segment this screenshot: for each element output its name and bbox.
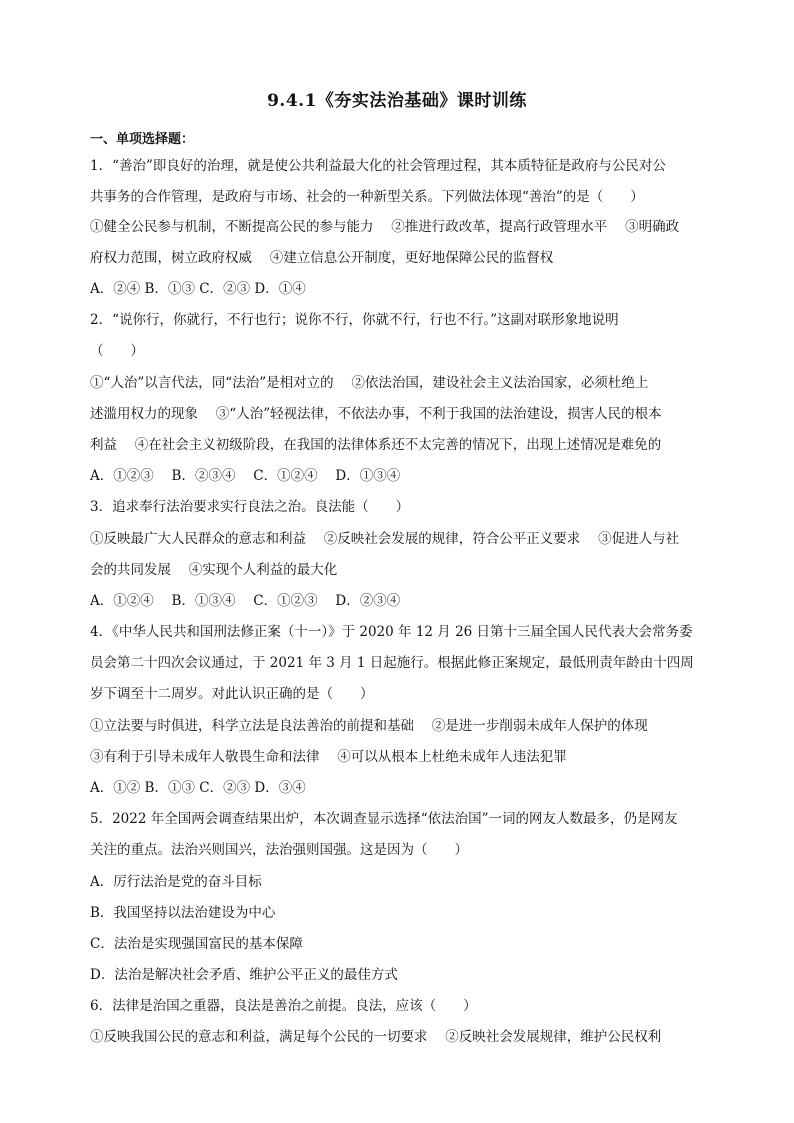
text-line: 共事务的合作管理，是政府与市场、社会的一种新型关系。下列做法体现“善治”的是（ ） — [90, 189, 644, 205]
text-line: 关注的重点。法治兴则国兴，法治强则国强。这是因为（ ） — [90, 842, 468, 858]
text-line: 利益 ④在社会主义初级阶段，在我国的法律体系还不太完善的情况下，出现上述情况是难免的 — [90, 437, 662, 453]
text-line: 6．法律是治国之重器，良法是善治之前提。良法，应该（ ） — [90, 998, 477, 1014]
text-line: ①反映我国公民的意志和利益，满足每个公民的一切要求 ②反映社会发展规律，维护公民权利 — [90, 1029, 662, 1045]
text-line: 府权力范围，树立政府权威 ④建立信息公开制度，更好地保障公民的监督权 — [90, 250, 554, 266]
answer-option: C．法治是实现强国富民的基本保障 — [90, 936, 303, 952]
answer-option: D．法治是解决社会矛盾、维护公平正义的最佳方式 — [90, 967, 398, 983]
text-line: 1．“善治”即良好的治理，就是使公共利益最大化的社会管理过程，其本质特征是政府与公民对公 — [90, 158, 666, 174]
answer-option: A．厉行法治是党的奋斗目标 — [90, 874, 262, 890]
page-title: 9.4.1《夯实法治基础》课时训练 — [267, 91, 527, 111]
text-line: 5．2022 年全国两会调查结果出炉，本次调查显示选择“依法治国”一词的网友人数最多，仍是网友 — [90, 811, 678, 827]
answer-option: B．我国坚持以法治建设为中心 — [90, 905, 276, 921]
text-line: 会的共同发展 ④实现个人利益的最大化 — [90, 562, 338, 578]
text-line: 2．“说你行，你就行，不行也行；说你不行，你就不行，行也不行。”这副对联形象地说明 — [90, 312, 619, 328]
text-line: 岁下调至十二周岁。对此认识正确的是（ ） — [90, 686, 374, 702]
text-line: ①立法要与时俱进，科学立法是良法善治的前提和基础 ②是进一步削弱未成年人保护的体现 — [90, 718, 648, 734]
text-line: 3．追求奉行法治要求实行良法之治。良法能（ ） — [90, 499, 410, 515]
text-line: （ ） — [90, 343, 144, 359]
answer-options: A．①② B．①③ C．②③ D．③④ — [90, 780, 306, 796]
text-line: ①“人治”以言代法，同“法治”是相对立的 ②依法治国，建设社会主义法治国家，必须杜绝上 — [90, 375, 649, 391]
text-line: ③有利于引导未成年人敬畏生命和法律 ④可以从根本上杜绝未成年人违法犯罪 — [90, 749, 567, 765]
answer-options: A．①②④ B．①③④ C．①②③ D．②③④ — [90, 593, 401, 609]
answer-options: A．②④ B．①③ C．②③ D．①④ — [90, 281, 306, 297]
text-line: 员会第二十四次会议通过，于 2021 年 3 月 1 日起施行。根据此修正案规定，最低刑责年龄由十四周 — [90, 655, 694, 671]
text-line: ①反映最广大人民群众的意志和利益 ②反映社会发展的规律，符合公平正义要求 ③促进人与社 — [90, 531, 680, 547]
text-line: 述滥用权力的现象 ③“人治”轻视法律，不依法办事，不利于我国的法治建设，损害人民的根本 — [90, 406, 662, 422]
text-line: 4．《中华人民共和国刑法修正案（十一）》于 2020 年 12 月 26 日第十三届全国人民代表大会常务委 — [90, 624, 693, 640]
answer-options: A．①②③ B．②③④ C．①②④ D．①③④ — [90, 468, 401, 484]
text-line: ①健全公民参与机制，不断提高公民的参与能力 ②推进行政改革，提高行政管理水平 ③明确政 — [90, 219, 680, 235]
section-heading: 一、单项选择题： — [90, 132, 195, 147]
